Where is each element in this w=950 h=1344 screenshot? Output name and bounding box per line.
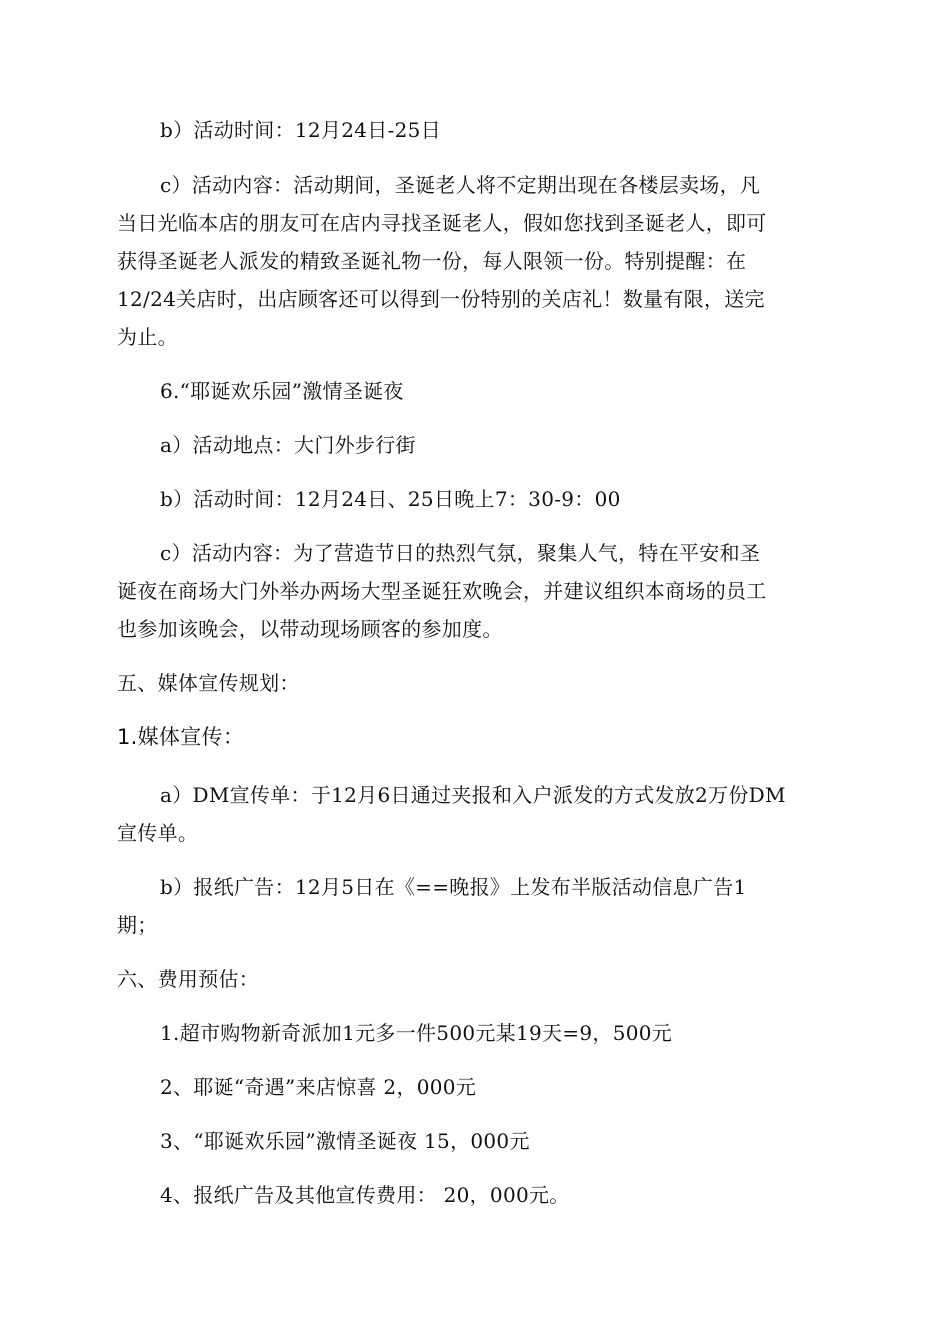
activity-time-line: b）活动时间：12月24日-25日 (160, 118, 442, 142)
cost-item-1: 1.超市购物新奇派加1元多一件500元某19天=9，500元 (160, 1021, 673, 1045)
activity-content-2-line-3: 也参加该晚会，以带动现场顾客的参加度。 (117, 617, 503, 641)
cost-item-3: 3、“耶诞欢乐园”激情圣诞夜 15，000元 (160, 1129, 530, 1153)
activity-content-line-1: c）活动内容：活动期间，圣诞老人将不定期出现在各楼层卖场，凡 (160, 173, 761, 197)
activity-content-line-3: 获得圣诞老人派发的精致圣诞礼物一份，每人限领一份。特别提醒：在 (117, 249, 747, 273)
activity-location-line: a）活动地点：大门外步行街 (160, 433, 416, 457)
activity-content-line-2: 当日光临本店的朋友可在店内寻找圣诞老人，假如您找到圣诞老人，即可 (117, 211, 767, 235)
activity-content-2-line-1: c）活动内容：为了营造节日的热烈气氛，聚集人气，特在平安和圣 (160, 541, 761, 565)
media-promo-heading: 1.媒体宣传： (117, 725, 245, 749)
dm-flyer-line-1: a）DM宣传单：于12月6日通过夹报和入户派发的方式发放2万份DM (160, 783, 786, 807)
activity-time-line-2: b）活动时间：12月24日、25日晚上7：30-9：00 (160, 487, 621, 511)
cost-item-4: 4、报纸广告及其他宣传费用： 20，000元。 (160, 1183, 570, 1207)
section-6-heading: 6.“耶诞欢乐园”激情圣诞夜 (160, 379, 404, 403)
activity-content-line-5: 为止。 (117, 325, 178, 349)
media-plan-heading: 五、媒体宣传规划： (117, 671, 300, 695)
newspaper-ad-line-2: 期； (117, 913, 158, 937)
newspaper-ad-line-1: b）报纸广告：12月5日在《==晚报》上发布半版活动信息广告1 (160, 875, 747, 899)
activity-content-2-line-2: 诞夜在商场大门外举办两场大型圣诞狂欢晚会，并建议组织本商场的员工 (117, 579, 767, 603)
cost-item-2: 2、耶诞“奇遇”来店惊喜 2，000元 (160, 1075, 477, 1099)
cost-estimate-heading: 六、费用预估： (117, 967, 260, 991)
activity-content-line-4: 12/24关店时，出店顾客还可以得到一份特别的关店礼！数量有限，送完 (117, 287, 765, 311)
dm-flyer-line-2: 宣传单。 (117, 821, 199, 845)
